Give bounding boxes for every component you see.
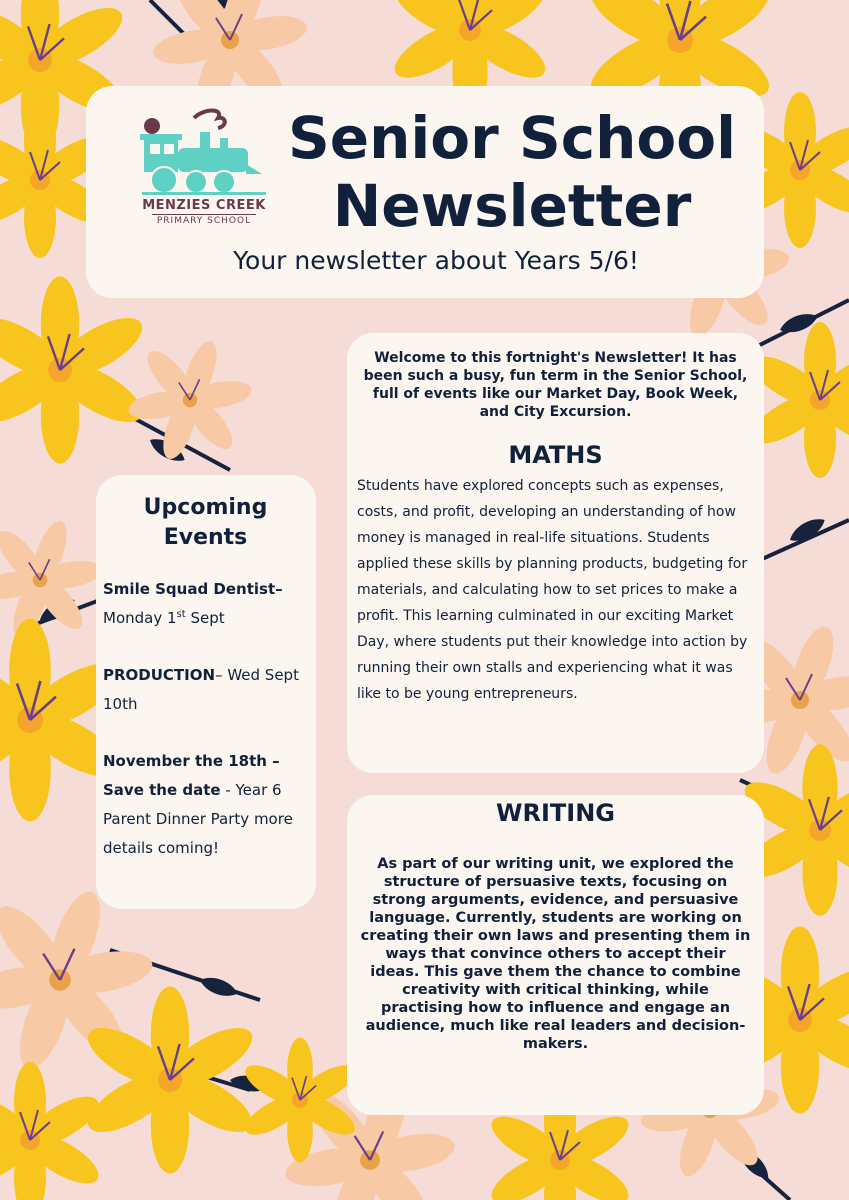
event-detail: - Year 6 Parent Dinner Party more details coming!: [103, 781, 293, 857]
newsletter-subtitle: Your newsletter about Years 5/6!: [233, 246, 639, 275]
event-item: [103, 575, 308, 633]
writing-card: [347, 795, 764, 1115]
event-item: [103, 747, 308, 863]
event-label: November the 18th – Save the date: [103, 752, 280, 799]
event-label: Smile Squad Dentist–: [103, 580, 283, 598]
event-month: Sept: [185, 609, 225, 627]
logo-subtitle: PRIMARY SCHOOL: [156, 216, 252, 226]
main-content-card: [347, 333, 764, 773]
welcome-message: Welcome to this fortnight's Newsletter! It has been such a busy, fun term in the Senior School, full of events like our Market Day, Book Week, and City Excursion.: [363, 350, 748, 420]
newsletter-title: Senior School Newsletter: [288, 104, 736, 240]
event-item: [103, 661, 308, 719]
event-label: PRODUCTION: [103, 666, 216, 684]
writing-body: As part of our writing unit, we explored the structure of persuasive texts, focusing on strong arguments, evidence, and persuasive language. Currently, students are working on creating their own laws and presenting them in ways that convince others to accept their ideas. This gave them the chance to combine creativity with critical thinking, while practising how to influence and engage an audience, much like real leaders and decision-makers.: [360, 856, 751, 1052]
upcoming-events-card: [96, 475, 316, 909]
writing-heading: WRITING: [496, 799, 615, 827]
event-date-suffix: st: [176, 609, 186, 620]
school-logo: [134, 108, 274, 240]
logo-divider: [152, 214, 256, 215]
event-date: Monday 1: [103, 609, 177, 627]
logo-name: MENZIES CREEK: [142, 198, 266, 213]
event-date: – Wed Sept 10th: [103, 666, 299, 713]
maths-body: Students have explored concepts such as expenses, costs, and profit, developing an understanding of how money is managed in real-life situations. Students applied these skills by planning products, budgeting for materials, and calculating how to set prices to make a profit. This learning culminated in our exciting Market Day, where students put their knowledge into action by running their own stalls and experiencing what it was like to be young entrepreneurs.: [357, 478, 748, 702]
train-icon: [134, 108, 274, 200]
header-card: [86, 86, 764, 298]
events-title: Upcoming Events: [143, 495, 268, 550]
maths-heading: MATHS: [508, 441, 603, 469]
